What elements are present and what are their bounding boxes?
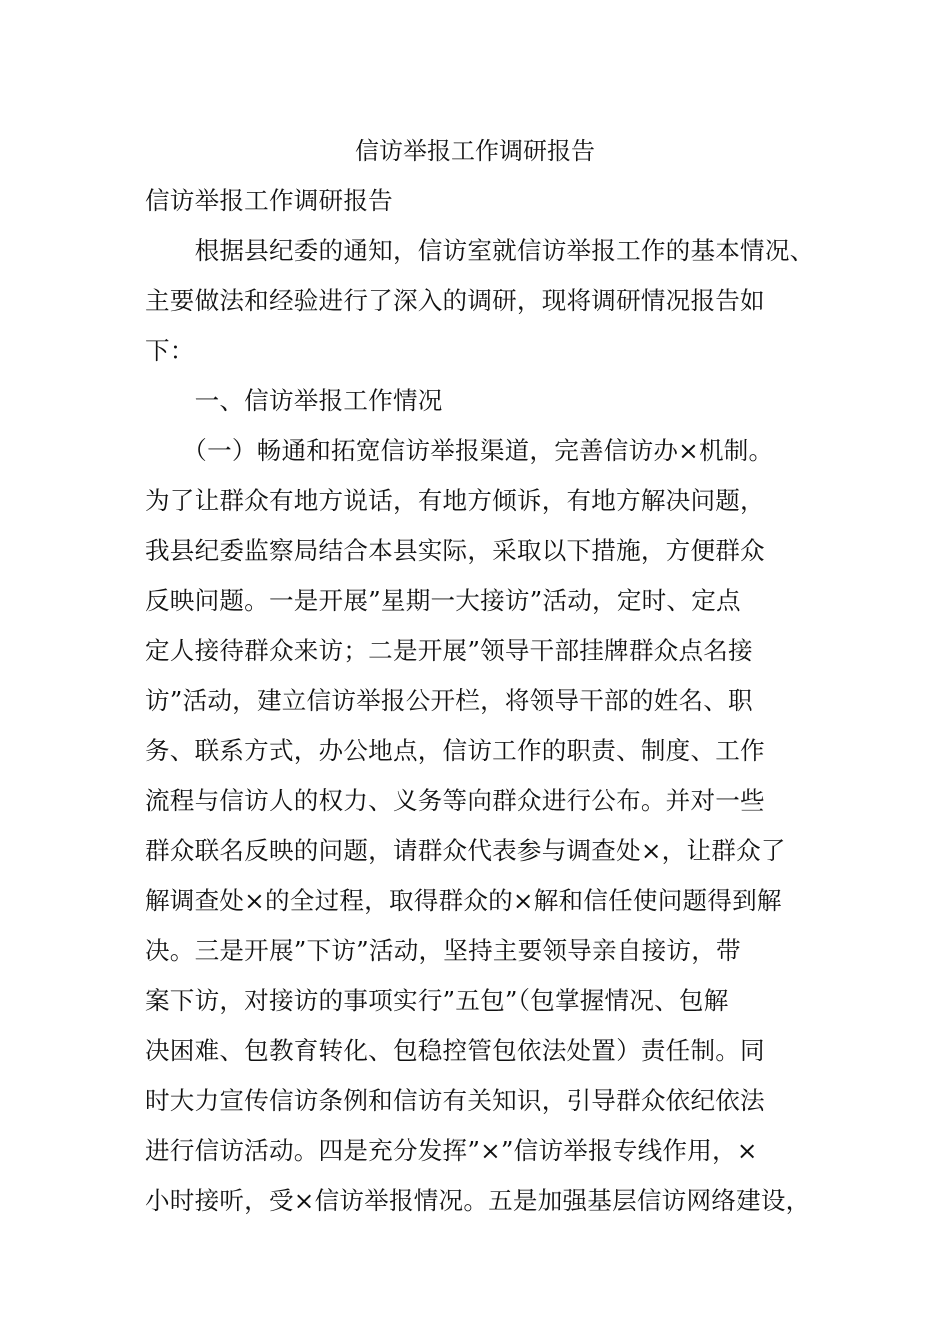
body-line: 解调查处×的全过程，取得群众的×解和信任使问题得到解 bbox=[145, 886, 782, 915]
body-line: 主要做法和经验进行了深入的调研，现将调研情况报告如 bbox=[145, 286, 765, 315]
body-line: 进行信访活动。四是充分发挥”×”信访举报专线作用，× bbox=[145, 1136, 758, 1165]
body-line: 时大力宣传信访条例和信访有关知识，引导群众依纪依法 bbox=[145, 1086, 765, 1115]
body-line: 流程与信访人的权力、义务等向群众进行公布。并对一些 bbox=[145, 786, 765, 815]
body-line: 下： bbox=[145, 336, 195, 365]
body-line: 我县纪委监察局结合本县实际，采取以下措施，方便群众 bbox=[145, 536, 765, 565]
body-line: 根据县纪委的通知，信访室就信访举报工作的基本情况、 bbox=[145, 236, 815, 265]
body-line: 为了让群众有地方说话，有地方倾诉，有地方解决问题， bbox=[145, 486, 765, 515]
body-line: 决困难、包教育转化、包稳控管包依法处置）责任制。同 bbox=[145, 1036, 765, 1065]
subsection-heading: （一）畅通和拓宽信访举报渠道，完善信访办×机制。 bbox=[145, 436, 774, 465]
document-title: 信访举报工作调研报告 bbox=[355, 137, 595, 165]
subtitle-line: 信访举报工作调研报告 bbox=[145, 186, 393, 215]
body-line: 案下访，对接访的事项实行”五包”（包掌握情况、包解 bbox=[145, 986, 729, 1015]
body-line: 反映问题。一是开展”星期一大接访”活动，定时、定点 bbox=[145, 586, 741, 615]
body-line: 小时接听，受×信访举报情况。五是加强基层信访网络建设， bbox=[145, 1186, 811, 1215]
section-heading: 一、信访举报工作情况 bbox=[145, 386, 443, 415]
body-line: 群众联名反映的问题，请群众代表参与调查处×，让群众了 bbox=[145, 836, 786, 865]
body-line: 定人接待群众来访；二是开展”领导干部挂牌群众点名接 bbox=[145, 636, 753, 665]
body-line: 决。三是开展”下访”活动，坚持主要领导亲自接访，带 bbox=[145, 936, 741, 965]
body-line: 务、联系方式，办公地点，信访工作的职责、制度、工作 bbox=[145, 736, 765, 765]
body-line: 访”活动，建立信访举报公开栏，将领导干部的姓名、职 bbox=[145, 686, 753, 715]
